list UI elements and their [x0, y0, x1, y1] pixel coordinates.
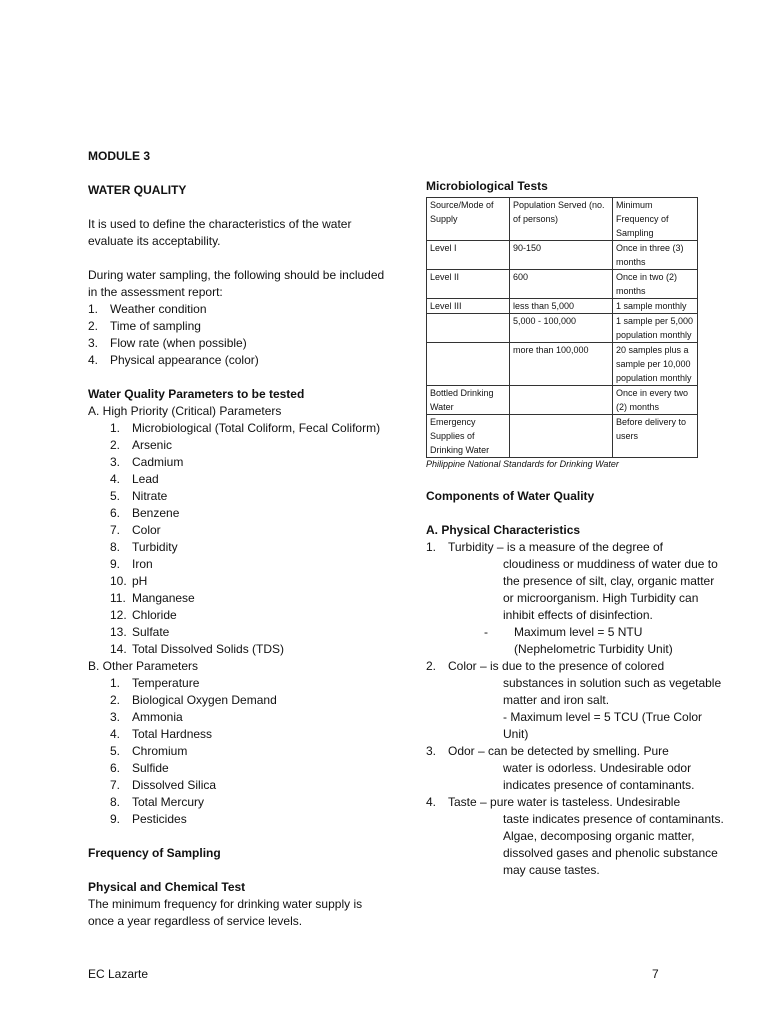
table-cell: 600 [510, 270, 613, 299]
table-cell: Before delivery to users [613, 415, 698, 458]
color-detail: substances in solution such as vegetable matter and iron salt. [503, 676, 722, 707]
physical-heading: A. Physical Characteristics [426, 523, 581, 537]
list-item: 12. Chloride [110, 608, 177, 622]
list-item: 9. Pesticides [110, 812, 187, 826]
table-cell [427, 314, 510, 343]
water-quality-definition: It is used to define the characteristics of the water evaluate its acceptability. [88, 217, 352, 248]
right-column [426, 178, 726, 879]
taste-detail: taste indicates presence of contaminants. Algae, decomposing organic matter, dissolved gases and phenolic substance may cause tastes. [503, 812, 724, 877]
physchem-heading: Physical and Chemical Test [88, 880, 246, 894]
table-cell: Level II [427, 270, 510, 299]
other-parameters-title: B. Other Parameters [88, 659, 199, 673]
list-item: 6. Sulfide [110, 761, 169, 775]
table-cell: Once in two (2) months [613, 270, 698, 299]
module-title: MODULE 3 [88, 149, 151, 163]
micro-heading: Microbiological Tests [426, 179, 548, 193]
sampling-intro: During water sampling, the following should be included in the assessment report: [88, 268, 385, 299]
table-row [427, 343, 698, 386]
list-item: 8. Turbidity [110, 540, 178, 554]
page-number: 7 [652, 967, 659, 981]
high-priority-title: A. High Priority (Critical) Parameters [88, 404, 282, 418]
table-cell: Once in three (3) months [613, 241, 698, 270]
list-item: 4. Taste – pure water is tasteless. Undesirable [426, 795, 681, 809]
physical-list [426, 658, 726, 675]
table-cell [510, 386, 613, 415]
water-quality-heading: WATER QUALITY [88, 183, 187, 197]
list-item: 5. Chromium [110, 744, 188, 758]
table-header-cell: Population Served (no. of persons) [510, 198, 613, 241]
table-header-cell: Minimum Frequency of Sampling [613, 198, 698, 241]
sampling-list [88, 301, 388, 369]
other-parameters-list [88, 675, 388, 828]
odor-detail: water is odorless. Undesirable odor indicates presence of contaminants. [503, 761, 695, 792]
table-row [427, 299, 698, 314]
table-cell [427, 343, 510, 386]
physical-list [426, 539, 726, 556]
table-row [427, 241, 698, 270]
table-cell: Bottled Drinking Water [427, 386, 510, 415]
table-row [427, 386, 698, 415]
parameters-heading: Water Quality Parameters to be tested [88, 387, 305, 401]
list-item: 5. Nitrate [110, 489, 168, 503]
table-row [427, 415, 698, 458]
list-item: 9. Iron [110, 557, 153, 571]
table-caption: Philippine National Standards for Drinking Water [426, 459, 619, 469]
list-item: 8. Total Mercury [110, 795, 205, 809]
color-max: - Maximum level = 5 TCU (True Color Unit) [503, 710, 703, 741]
list-item: 13. Sulfate [110, 625, 170, 639]
list-item: 10. pH [110, 574, 148, 588]
list-item: 1. Turbidity – is a measure of the degree of [426, 540, 664, 554]
physical-list [426, 794, 726, 811]
list-item: 4. Physical appearance (color) [88, 353, 259, 367]
list-item: 11. Manganese [110, 591, 195, 605]
list-item: 4. Lead [110, 472, 159, 486]
list-item: 6. Benzene [110, 506, 180, 520]
list-item: 7. Color [110, 523, 161, 537]
table-cell: less than 5,000 [510, 299, 613, 314]
turbidity-max: - Maximum level = 5 NTU (Nephelometric Turbidity Unit) [484, 625, 673, 656]
table-cell: Once in every two (2) months [613, 386, 698, 415]
list-item: 2. Arsenic [110, 438, 173, 452]
table-header-cell: Source/Mode of Supply [427, 198, 510, 241]
footer-author: EC Lazarte [88, 967, 149, 981]
physical-list [426, 743, 726, 760]
list-item: 3. Flow rate (when possible) [88, 336, 247, 350]
physchem-text: The minimum frequency for drinking water supply is once a year regardless of service levels. [88, 897, 363, 928]
list-item: 4. Total Hardness [110, 727, 213, 741]
table-header-row [427, 198, 698, 241]
table-cell: Level III [427, 299, 510, 314]
table-cell: 90-150 [510, 241, 613, 270]
table-cell [510, 415, 613, 458]
left-column [88, 148, 388, 930]
list-item: 3. Ammonia [110, 710, 183, 724]
components-heading: Components of Water Quality [426, 489, 595, 503]
list-item: 2. Color – is due to the presence of colored [426, 659, 665, 673]
table-row [427, 314, 698, 343]
table-cell: 1 sample per 5,000 population monthly [613, 314, 698, 343]
list-item: 1. Microbiological (Total Coliform, Fecal Coliform) [110, 421, 381, 435]
turbidity-detail: cloudiness or muddiness of water due to the presence of silt, clay, organic matter or microorganism. High Turbidity can inhibit effects of disinfection. [503, 557, 718, 622]
micro-table [426, 197, 698, 458]
list-item: 2. Biological Oxygen Demand [110, 693, 277, 707]
list-item: 2. Time of sampling [88, 319, 201, 333]
table-cell: 5,000 - 100,000 [510, 314, 613, 343]
list-item: 3. Cadmium [110, 455, 184, 469]
table-row [427, 270, 698, 299]
table-cell: Level I [427, 241, 510, 270]
table-cell: more than 100,000 [510, 343, 613, 386]
table-cell: 1 sample monthly [613, 299, 698, 314]
high-priority-list [88, 420, 388, 658]
list-item: 1. Temperature [110, 676, 200, 690]
table-cell: 20 samples plus a sample per 10,000 population monthly [613, 343, 698, 386]
frequency-heading: Frequency of Sampling [88, 846, 221, 860]
list-item: 14. Total Dissolved Solids (TDS) [110, 642, 285, 656]
list-item: 1. Weather condition [88, 302, 207, 316]
list-item: 3. Odor – can be detected by smelling. Pure [426, 744, 669, 758]
list-item: 7. Dissolved Silica [110, 778, 217, 792]
table-cell: Emergency Supplies of Drinking Water [427, 415, 510, 458]
